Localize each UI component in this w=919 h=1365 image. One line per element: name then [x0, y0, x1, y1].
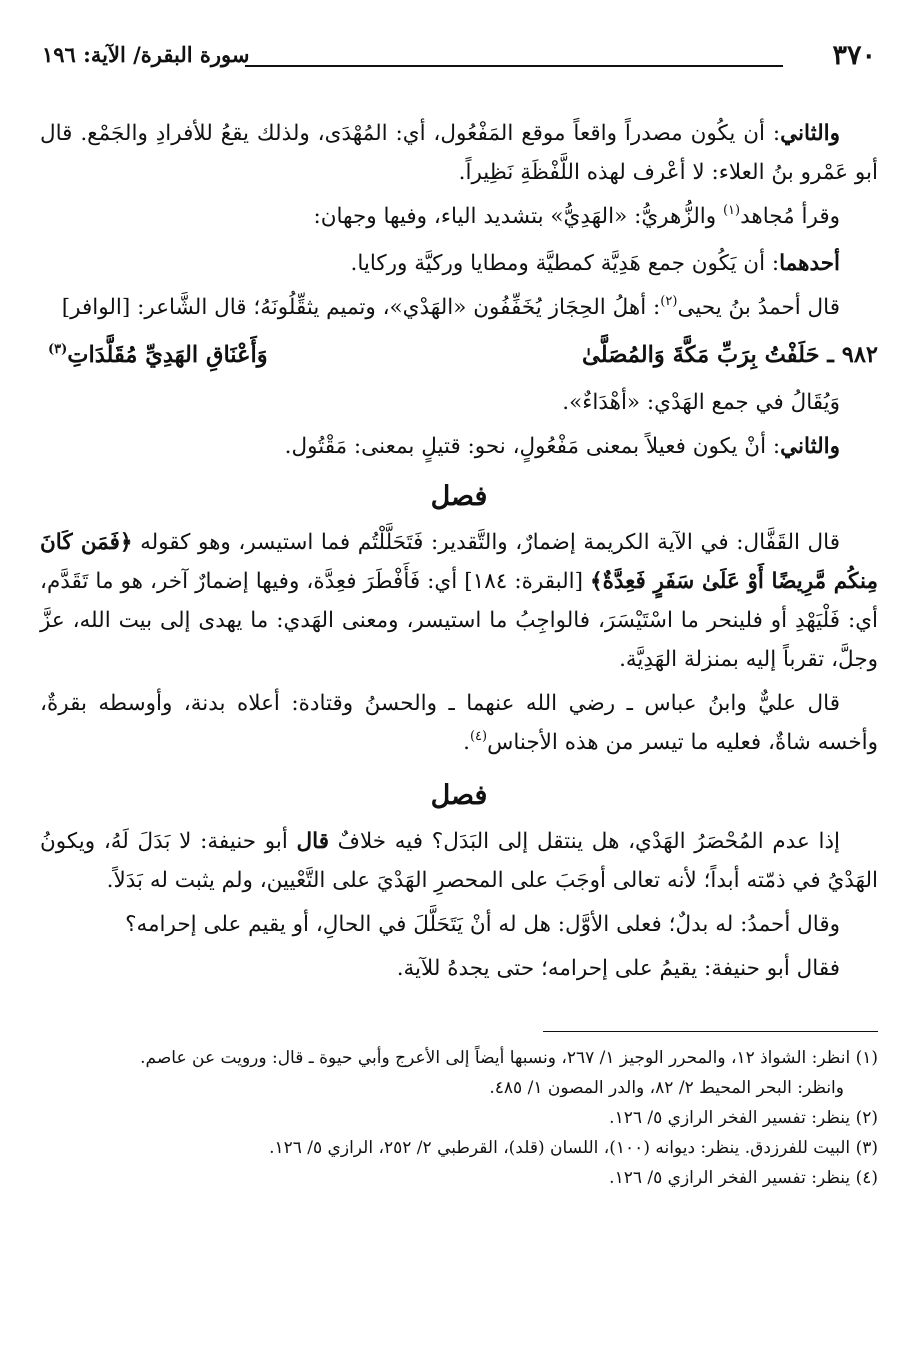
poetry-verse: [40, 335, 878, 379]
paragraph-text: قال عليٌّ وابنُ عباس ـ رضي الله عنهما ـ والحسنُ وقتادة: أعلاه بدنة، وأوسطه بقرةٌ، وأخسه شاةٌ، فعليه ما تيسر من هذه الأجناس: [40, 691, 878, 755]
quran-quote: ﴿فَمَن كَانَ مِنكُم مَّرِيضًا أَوْ عَلَىٰ سَفَرٍ فَعِدَّةٌ﴾: [40, 530, 878, 594]
paragraph: [40, 905, 878, 944]
paragraph-text: [البقرة: ١٨٤] أي: فَأَفْطَرَ فعِدَّة، وفيها إضمارٌ آخر، هو ما تَقَدَّم، أي: فَلْيَهْدِ أو فلينحر ما اسْتَيْسَرَ، فالواجِبُ ما استيسر، ومعنى الهَدي: ما يهدى إلى بيت الله، عزَّ وجلَّ، تقرباً إليه بمنزلة الهَدِيَّة.: [40, 569, 878, 672]
paragraph: [40, 949, 878, 988]
footnote-item: [40, 1044, 878, 1072]
verse-second-hemistich-wrap: [40, 335, 268, 379]
paragraph-text: وَيُقَالُ في جمع الهَدْي: «أهْدَاءٌ».: [562, 390, 840, 415]
footnote-item: [40, 1134, 878, 1162]
footnote-number: (١): [855, 1048, 878, 1068]
term-lead: أحدهما: [779, 251, 840, 276]
paragraph: [40, 684, 878, 765]
footnote-text: ينظر: تفسير الفخر الرازي ٥/ ١٢٦.: [609, 1168, 851, 1188]
footnote-ref[interactable]: (٤): [469, 729, 488, 744]
footnote-ref[interactable]: (١): [722, 203, 741, 218]
page-number: ٣٧٠: [832, 40, 876, 71]
paragraph-text: إذا عدم المُحْصَرُ الهَدْي، هل ينتقل إلى البَدَل؟ فيه خلافٌ: [328, 829, 840, 854]
footnote-ref[interactable]: (٣): [48, 342, 68, 357]
term-lead: والثاني: [780, 434, 840, 459]
footnote-separator: [543, 1031, 878, 1032]
paragraph-text: .: [463, 730, 470, 755]
paragraph-text: وقرأ مُجاهد: [740, 204, 840, 229]
section-heading: فصل: [430, 481, 488, 512]
paragraph-text: أبو حنيفة: لا بَدَلَ لَهُ، ويكونُ الهَدْيُ في ذمّته أبداً؛ لأنه تعالى أوجَبَ على المحصرِ الهَدْيَ على التَّعْيين، ولم يثبت له بَدَلاً.: [40, 829, 878, 893]
running-title: سورة البقرة/ الآية: ١٩٦: [42, 42, 250, 67]
paragraph-text: : أن يكُون مصدراً واقعاً موقع المَفْعُول، أي: المُهْدَى، ولذلك يقعُ للأفرادِ والجَمْع. قال أبو عَمْرو بنُ العلاء: لا أعْرف لهذه اللَّفْظَةِ نَظِيراً.: [40, 121, 878, 185]
footnote-number: (٤): [855, 1168, 878, 1188]
term-lead: والثاني: [780, 121, 840, 146]
footnote-text: انظر: الشواذ ١٢، والمحرر الوجيز ١/ ٢٦٧، ونسبها أيضاً إلى الأعرج وأبي حيوة ـ قال: ورويت عن عاصم.: [140, 1048, 851, 1068]
footnote-item: [40, 1104, 878, 1132]
paragraph-text: قال القَفَّال: في الآية الكريمة إضمارٌ، والتَّقدير: فَتَحَلَّلْتُم فما استيسر، وهو كقوله: [132, 530, 841, 555]
paragraph: [40, 244, 878, 283]
paragraph-text: فقال أبو حنيفة: يقيمُ على إحرامه؛ حتى يجدهُ للآية.: [396, 956, 840, 981]
header-rule: [245, 65, 783, 67]
term-lead: قال: [296, 829, 329, 854]
footnotes: [40, 1044, 878, 1192]
footnote-text: وانظر: البحر المحيط ٢/ ٨٢، والدر المصون ١/ ٤٨٥.: [489, 1078, 844, 1098]
paragraph: [40, 523, 878, 679]
paragraph-text: : أنْ يكون فعيلاً بمعنى مَفْعُولٍ، نحو: قتيلٍ بمعنى: مَقْتُول.: [284, 434, 781, 459]
paragraph: [40, 383, 878, 422]
paragraph: [40, 427, 878, 466]
paragraph: [40, 288, 878, 330]
paragraph-text: : أهلُ الحِجَاز يُخَفِّفُون «الهَدْي»، وتميم يثقِّلُونَهُ؛ قال الشَّاعر: [الوافر]: [61, 295, 661, 320]
page-header: [40, 38, 878, 74]
paragraph: [40, 822, 878, 900]
footnote-number: (٢): [855, 1108, 878, 1128]
book-page: [40, 38, 878, 1194]
section-heading: فصل: [430, 780, 488, 811]
paragraph-text: وقال أحمدُ: له بدلٌ؛ فعلى الأوَّل: هل له أنْ يَتَحَلَّلَ في الحالِ، أو يقيم على إحرامه؟: [125, 912, 840, 937]
verse-second-hemistich: وَأَعْنَاقِ الهَدِيِّ مُقَلَّدَاتِ: [67, 342, 268, 368]
main-text: [40, 114, 878, 988]
footnote-number: (٣): [855, 1138, 878, 1158]
paragraph-text: : أن يَكُون جمع هَدِيَّة كمطيَّة ومطايا وركيَّة وركايا.: [350, 251, 780, 276]
footnote-text: البيت للفرزدق. ينظر: ديوانه (١٠٠)، اللسان (قلد)، القرطبي ٢/ ٢٥٢، الرازي ٥/ ١٢٦.: [269, 1138, 851, 1158]
paragraph-text: والزُّهريُّ: «الهَدِيُّ» بتشديد الياء، وفيها وجهان:: [313, 204, 723, 229]
footnote-item: [40, 1164, 878, 1192]
footnote-text: ينظر: تفسير الفخر الرازي ٥/ ١٢٦.: [609, 1108, 851, 1128]
footnote-item: [40, 1074, 878, 1102]
paragraph: [40, 114, 878, 192]
verse-first-hemistich: ٩٨٢ ـ حَلَفْتُ بِرَبِّ مَكَّةَ وَالمُصَلَّىٰ: [582, 342, 878, 368]
paragraph: [40, 197, 878, 239]
footnote-ref[interactable]: (٢): [660, 294, 678, 309]
paragraph-text: قال أحمدُ بنُ يحيى: [677, 295, 840, 320]
